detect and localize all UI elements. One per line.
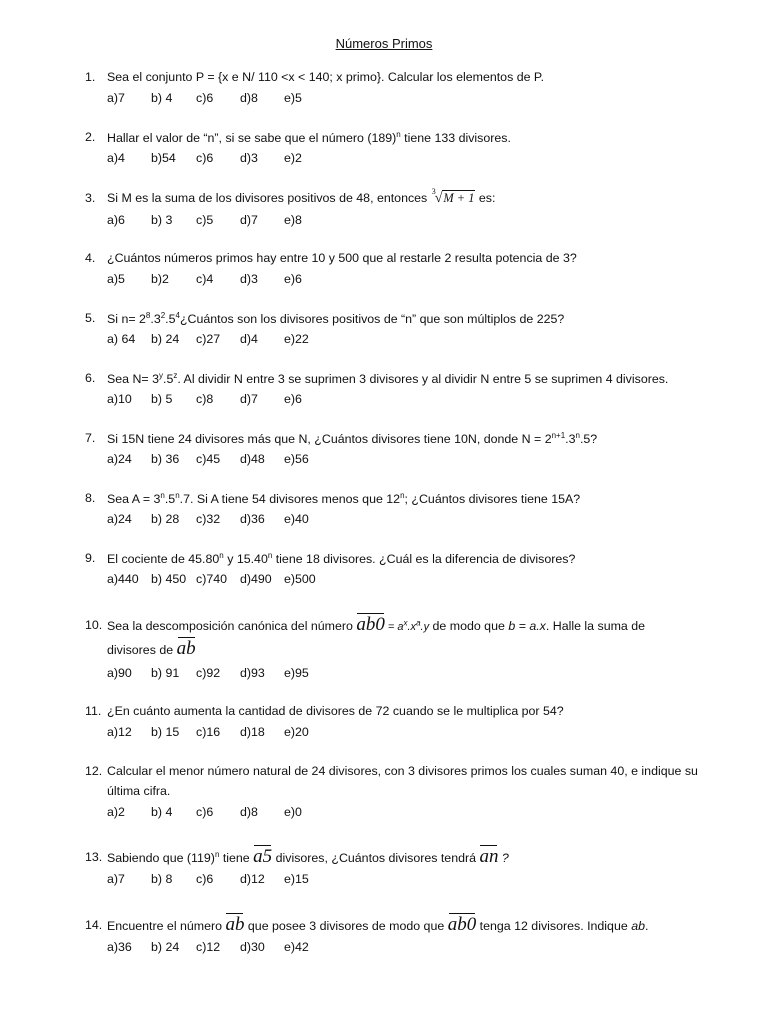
option-e: e)500 (284, 572, 316, 586)
option-e: e)95 (284, 666, 309, 680)
option-c: c)6 (196, 91, 214, 105)
question-text: ¿Cuántos números primos hay entre 10 y 500 que al restarle 2 resulta potencia de 3? (107, 251, 577, 265)
question-number: 12. (85, 764, 103, 778)
option-d: d)3 (240, 151, 258, 165)
option-e: e)6 (284, 272, 302, 286)
option-b: b) 5 (151, 392, 173, 406)
option-d: d)490 (240, 572, 272, 586)
option-e: e)0 (284, 805, 302, 819)
option-b: b) 36 (151, 452, 180, 466)
option-b: b)54 (151, 151, 176, 165)
question-number: 11. (85, 704, 102, 718)
question-text: Encuentre el número ab que posee 3 divisores de modo que ab0 tenga 12 divisores. Indique ab. (107, 914, 649, 935)
overlined-number-ab0: ab0 (356, 614, 385, 635)
option-c: c)16 (196, 725, 221, 739)
option-b: b) 4 (151, 805, 173, 819)
overlined-number-an: an (479, 846, 499, 867)
option-c: c)45 (196, 452, 221, 466)
option-d: d)36 (240, 512, 265, 526)
option-e: e)40 (284, 512, 309, 526)
question-text: ¿En cuánto aumenta la cantidad de divisores de 72 cuando se le multiplica por 54? (107, 704, 564, 718)
option-a: a)4 (107, 151, 125, 165)
option-b: b) 28 (151, 512, 180, 526)
option-a: a)7 (107, 91, 125, 105)
option-b: b)2 (151, 272, 169, 286)
question-text: Hallar el valor de “n”, si se sabe que el número $(189)^n$ tiene 133 divisores. (107, 130, 511, 146)
option-d: d)8 (240, 91, 258, 105)
option-b: b) 450 (151, 572, 187, 586)
option-c: c)6 (196, 151, 214, 165)
option-c: c)6 (196, 872, 214, 886)
question-text: Si 15N tiene 24 divisores más que N, ¿Cuántos divisores tiene 10N, donde $N = 2^{n+1}.3^n.5$? (107, 431, 598, 447)
question-number: 9. (85, 551, 96, 565)
option-c: c)32 (196, 512, 221, 526)
question-text-line2: última cifra. (107, 784, 171, 798)
option-d: d)48 (240, 452, 265, 466)
question-number: 1. (85, 70, 96, 84)
option-c: c)6 (196, 805, 214, 819)
question-number: 6. (85, 371, 96, 385)
question-number: 13. (85, 850, 103, 864)
question-text: El cociente de 45.80$^n$ y 15.40$^n$ tiene 18 divisores. ¿Cuál es la diferencia de divisores? (107, 551, 576, 567)
question-number: 7. (85, 431, 96, 445)
option-a: a)36 (107, 940, 132, 954)
option-e: e)56 (284, 452, 309, 466)
option-a: a)90 (107, 666, 132, 680)
option-e: e)6 (284, 392, 302, 406)
option-e: e)5 (284, 91, 302, 105)
option-a: a)24 (107, 452, 132, 466)
option-a: a)6 (107, 213, 125, 227)
question-text: Si M es la suma de los divisores positivos de 48, entonces $^3$√M + 1 es: (107, 187, 496, 206)
question-text: Sea la descomposición canónica del número $ab0 = a^x.x^a.y$ de modo que b = a.x. Halle la suma de (107, 614, 646, 635)
question-text: Calcular el menor número natural de 24 divisores, con 3 divisores primos los cuales suman 40, e indique su (107, 764, 698, 778)
question-number: 14. (85, 918, 103, 932)
option-b: b) 91 (151, 666, 180, 680)
option-c: c)92 (196, 666, 221, 680)
option-b: b) 24 (151, 332, 180, 346)
option-b: b) 24 (151, 940, 180, 954)
overlined-number-ab: ab (176, 638, 196, 659)
question-text-line2: divisores de ab (107, 638, 196, 659)
option-c: c)740 (196, 572, 227, 586)
option-e: e)20 (284, 725, 309, 739)
option-b: b) 4 (151, 91, 173, 105)
option-c: c)8 (196, 392, 214, 406)
option-d: d)7 (240, 213, 258, 227)
question-number: 8. (85, 491, 96, 505)
option-c: c)4 (196, 272, 214, 286)
option-b: b) 3 (151, 213, 173, 227)
option-c: c)5 (196, 213, 214, 227)
question-number: 4. (85, 251, 96, 265)
question-number: 3. (85, 191, 96, 205)
option-d: d)12 (240, 872, 265, 886)
option-b: b) 8 (151, 872, 173, 886)
option-a: a)12 (107, 725, 132, 739)
option-d: d)3 (240, 272, 258, 286)
page-title: Números Primos (335, 36, 433, 51)
option-a: a)5 (107, 272, 125, 286)
question-text: Si $n= 2^8.3^2.5^4¿Cuántos$ son los divisores positivos de “n” que son múltiplos de 225? (107, 311, 565, 327)
option-c: c)27 (196, 332, 221, 346)
option-e: e)2 (284, 151, 302, 165)
option-e: e)15 (284, 872, 309, 886)
option-d: d)4 (240, 332, 258, 346)
overlined-number-ab: ab (225, 914, 245, 935)
cube-root-expression: $^3$√M + 1 (431, 187, 475, 206)
overlined-number-a5: a5 (253, 846, 273, 867)
question-number: 2. (85, 130, 96, 144)
option-a: a)10 (107, 392, 132, 406)
option-d: d)18 (240, 725, 265, 739)
option-c: c)12 (196, 940, 221, 954)
question-number: 5. (85, 311, 96, 325)
option-b: b) 15 (151, 725, 180, 739)
option-a: a)2 (107, 805, 125, 819)
question-text: Sea $A = 3^n.5^n.7$. Si A tiene 54 divisores menos que 12$^n$; ¿Cuántos divisores tiene 15A? (107, 491, 581, 507)
option-a: a)440 (107, 572, 139, 586)
option-d: d)8 (240, 805, 258, 819)
overlined-number-ab0: ab0 (447, 914, 477, 935)
option-e: e)42 (284, 940, 309, 954)
question-text: Sea el conjunto P = {x e N/ 110 <x < 140; x primo}. Calcular los elementos de P. (107, 70, 545, 84)
option-a: a)7 (107, 872, 125, 886)
question-text: Sabiendo que $(119)^n$ tiene a5 divisores, ¿Cuántos divisores tendrá an ? (107, 846, 509, 867)
option-a: a) 64 (107, 332, 136, 346)
option-d: d)93 (240, 666, 265, 680)
option-d: d)7 (240, 392, 258, 406)
question-text: Sea $N= 3^y.5^z$. Al dividir N entre 3 se suprimen 3 divisores y al dividir N entre 5 se suprimen 4 divisores. (107, 371, 669, 387)
option-e: e)8 (284, 213, 302, 227)
question-number: 10. (85, 618, 103, 632)
option-d: d)30 (240, 940, 265, 954)
option-e: e)22 (284, 332, 309, 346)
option-a: a)24 (107, 512, 132, 526)
